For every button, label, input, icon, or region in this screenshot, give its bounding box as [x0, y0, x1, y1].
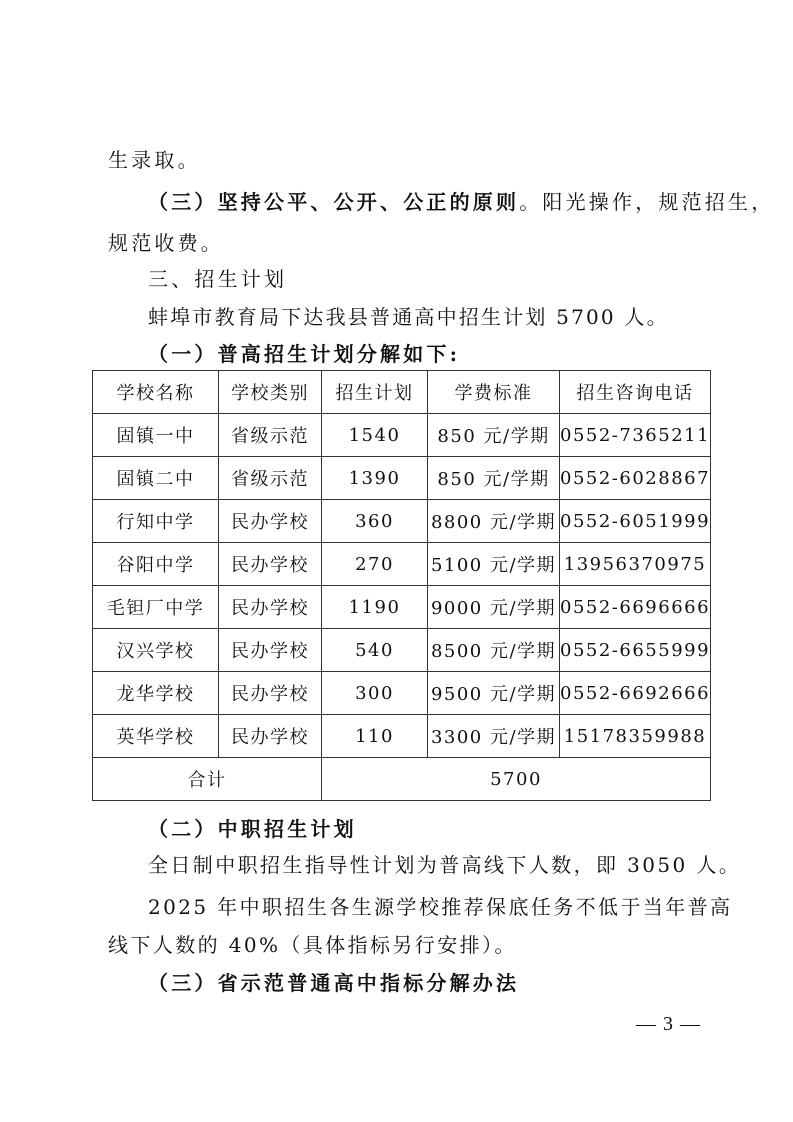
school-name-cell: 英华学校: [93, 715, 219, 758]
header-cell: 学费标准: [428, 371, 560, 414]
table-row: [93, 500, 711, 543]
school-name-cell: 固镇一中: [93, 414, 219, 457]
tuition-cell: 5100 元/学期: [428, 543, 560, 586]
table-row: [93, 715, 711, 758]
principle-paragraph: [148, 188, 774, 216]
tuition-cell: 3300 元/学期: [428, 715, 560, 758]
phone-cell: 0552-6696666: [560, 586, 711, 629]
subheading-provincial-model-schools: （三）省示范普通高中指标分解办法: [148, 971, 520, 995]
tuition-cell: 850 元/学期: [428, 457, 560, 500]
principle-heading: （三）坚持公平、公开、公正的原则: [148, 190, 520, 214]
enrollment-plan-table: [92, 370, 711, 801]
table-total-row: [93, 758, 711, 801]
header-cell: 招生咨询电话: [560, 371, 711, 414]
enrollment-quota-cell: 270: [322, 543, 428, 586]
table-header-row: [93, 371, 711, 414]
phone-cell: 0552-6051999: [560, 500, 711, 543]
tuition-cell: 9500 元/学期: [428, 672, 560, 715]
school-type-cell: 民办学校: [219, 672, 322, 715]
tuition-cell: 850 元/学期: [428, 414, 560, 457]
tuition-cell: 9000 元/学期: [428, 586, 560, 629]
total-label-cell: 合计: [93, 758, 322, 801]
tuition-cell: 8800 元/学期: [428, 500, 560, 543]
principle-text-continued: 规范收费。: [108, 231, 224, 255]
enrollment-quota-cell: 360: [322, 500, 428, 543]
school-name-cell: 固镇二中: [93, 457, 219, 500]
school-type-cell: 民办学校: [219, 586, 322, 629]
school-name-cell: 汉兴学校: [93, 629, 219, 672]
table-row: [93, 543, 711, 586]
vocational-plan-paragraph: 全日制中职招生指导性计划为普高线下人数，即 3050 人。: [148, 853, 742, 877]
phone-cell: 0552-6655999: [560, 629, 711, 672]
school-name-cell: 行知中学: [93, 500, 219, 543]
enrollment-quota-cell: 540: [322, 629, 428, 672]
phone-cell: 13956370975: [560, 543, 711, 586]
header-cell: 学校类别: [219, 371, 322, 414]
subheading-general-high-school: （一）普高招生计划分解如下:: [148, 342, 461, 366]
vocational-task-paragraph-continued: 线下人数的 40%（具体指标另行安排）。: [108, 933, 517, 957]
paragraph-continuation: 生录取。: [108, 148, 201, 172]
school-name-cell: 毛钽厂中学: [93, 586, 219, 629]
school-name-cell: 谷阳中学: [93, 543, 219, 586]
phone-cell: 0552-6028867: [560, 457, 711, 500]
school-type-cell: 省级示范: [219, 457, 322, 500]
school-type-cell: 民办学校: [219, 629, 322, 672]
phone-cell: 0552-7365211: [560, 414, 711, 457]
enrollment-quota-cell: 1540: [322, 414, 428, 457]
enrollment-quota-cell: 110: [322, 715, 428, 758]
school-name-cell: 龙华学校: [93, 672, 219, 715]
subheading-vocational: （二）中职招生计划: [148, 817, 357, 841]
table-row: [93, 586, 711, 629]
school-type-cell: 民办学校: [219, 543, 322, 586]
school-type-cell: 民办学校: [219, 500, 322, 543]
total-value-cell: 5700: [322, 758, 711, 801]
header-cell: 招生计划: [322, 371, 428, 414]
enrollment-quota-cell: 300: [322, 672, 428, 715]
school-type-cell: 民办学校: [219, 715, 322, 758]
enrollment-quota-cell: 1390: [322, 457, 428, 500]
phone-cell: 15178359988: [560, 715, 711, 758]
enrollment-total-paragraph: 蚌埠市教育局下达我县普通高中招生计划 5700 人。: [148, 305, 669, 329]
enrollment-quota-cell: 1190: [322, 586, 428, 629]
table-row: [93, 457, 711, 500]
table-row: [93, 672, 711, 715]
school-type-cell: 省级示范: [219, 414, 322, 457]
section-heading: 三、招生计划: [148, 267, 288, 291]
table-row: [93, 629, 711, 672]
principle-text: 。阳光操作，规范招生，: [519, 190, 775, 214]
table-row: [93, 414, 711, 457]
phone-cell: 0552-6692666: [560, 672, 711, 715]
header-cell: 学校名称: [93, 371, 219, 414]
vocational-task-paragraph: 2025 年中职招生各生源学校推荐保底任务不低于当年普高: [148, 895, 733, 919]
tuition-cell: 8500 元/学期: [428, 629, 560, 672]
page-number: — 3 —: [636, 1013, 701, 1035]
